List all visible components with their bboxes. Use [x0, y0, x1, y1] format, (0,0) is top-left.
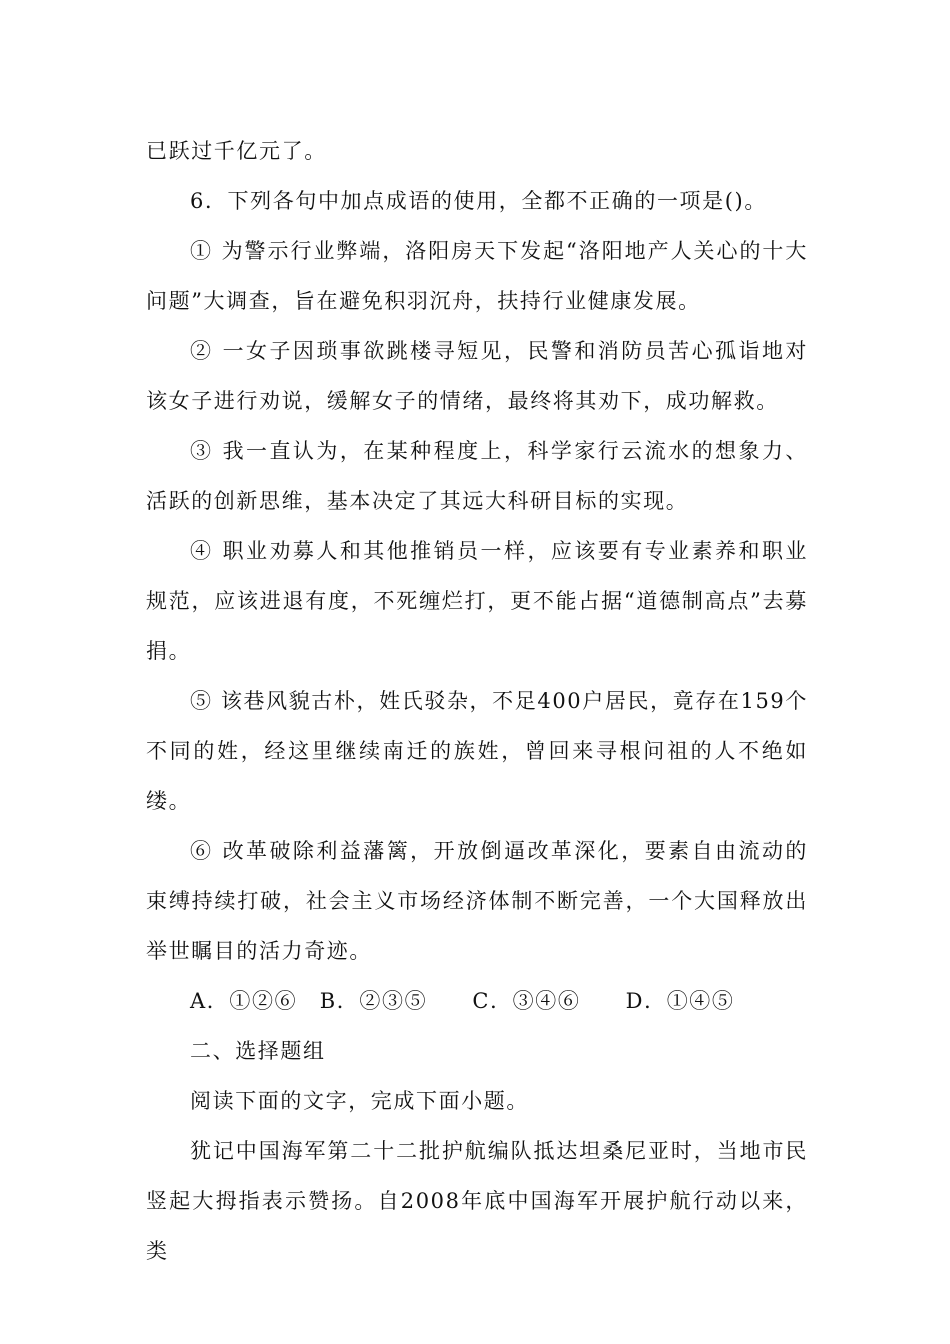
sentence-6: ⑥ 改革破除利益藩篱，开放倒逼改革深化，要素自由流动的束缚持续打破，社会主义市场经济体制不断完善，一个大国释放出举世瞩目的活力奇迹。 [146, 839, 808, 963]
reading-passage: 犹记中国海军第二十二批护航编队抵达坦桑尼亚时，当地市民竖起大拇指表示赞扬。自2008年底中国海军开展护航行动以来，类 [146, 1139, 808, 1263]
document-body [146, 126, 808, 1276]
sentence-4: ④ 职业劝募人和其他推销员一样，应该要有专业素养和职业规范，应该进退有度，不死缠烂打，更不能占据“道德制高点”去募捐。 [146, 539, 808, 663]
paragraph-continuation: 已跃过千亿元了。 [146, 139, 327, 163]
answer-choices: A．①②⑥ B．②③⑤ C．③④⑥ D．①④⑤ [190, 989, 735, 1013]
section-heading: 二、选择题组 [190, 1039, 326, 1063]
sentence-5: ⑤ 该巷风貌古朴，姓氏驳杂，不足400户居民，竟存在159个不同的姓，经这里继续南迁的族姓，曾回来寻根问祖的人不绝如缕。 [146, 689, 808, 813]
reading-instruction: 阅读下面的文字，完成下面小题。 [190, 1089, 529, 1113]
sentence-2: ② 一女子因琐事欲跳楼寻短见，民警和消防员苦心孤诣地对该女子进行劝说，缓解女子的情绪，最终将其劝下，成功解救。 [146, 339, 808, 413]
question-6-stem: 6．下列各句中加点成语的使用，全都不正确的一项是()。 [190, 189, 767, 213]
sentence-1: ① 为警示行业弊端，洛阳房天下发起“洛阳地产人关心的十大问题”大调查，旨在避免积羽沉舟，扶持行业健康发展。 [146, 239, 808, 313]
sentence-3: ③ 我一直认为，在某种程度上，科学家行云流水的想象力、活跃的创新思维，基本决定了其远大科研目标的实现。 [146, 439, 808, 513]
